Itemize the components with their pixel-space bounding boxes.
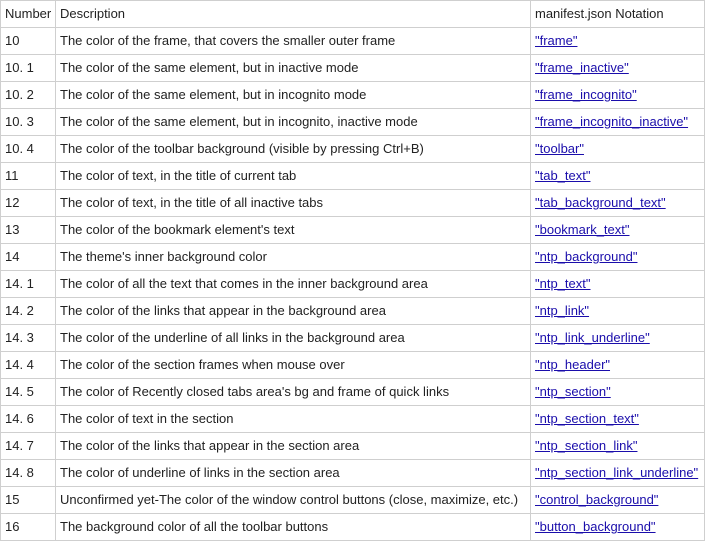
header-notation: manifest.json Notation [531,1,705,28]
row-number: 15 [1,487,56,514]
row-description: The color of the same element, but in incognito mode [56,82,531,109]
row-description: The color of underline of links in the section area [56,460,531,487]
row-number: 10. 1 [1,55,56,82]
row-description: The color of the toolbar background (visible by pressing Ctrl+B) [56,136,531,163]
table-row [1,433,705,460]
row-notation-cell [531,28,705,55]
notation-link[interactable]: "ntp_section_text" [535,411,639,426]
notation-link[interactable]: "button_background" [535,519,656,534]
table-row [1,190,705,217]
row-number: 10. 3 [1,109,56,136]
header-number: Number [1,1,56,28]
row-notation-cell [531,271,705,298]
row-description: The color of the links that appear in the section area [56,433,531,460]
notation-link[interactable]: "frame" [535,33,578,48]
row-number: 10. 4 [1,136,56,163]
notation-link[interactable]: "ntp_link_underline" [535,330,650,345]
row-number: 13 [1,217,56,244]
table-row [1,109,705,136]
row-notation-cell [531,163,705,190]
table-row [1,406,705,433]
row-description: The background color of all the toolbar buttons [56,514,531,541]
notation-link[interactable]: "ntp_section_link" [535,438,638,453]
table-row [1,82,705,109]
row-description: The color of text in the section [56,406,531,433]
table-row [1,244,705,271]
row-notation-cell [531,379,705,406]
row-number: 10 [1,28,56,55]
row-description: The color of all the text that comes in the inner background area [56,271,531,298]
notation-link[interactable]: "ntp_header" [535,357,611,372]
table-row [1,325,705,352]
header-description: Description [56,1,531,28]
row-notation-cell [531,325,705,352]
table-row [1,298,705,325]
notation-link[interactable]: "ntp_background" [535,249,638,264]
row-notation-cell [531,244,705,271]
row-number: 14 [1,244,56,271]
table-row [1,379,705,406]
header-row [1,1,705,28]
notation-link[interactable]: "tab_background_text" [535,195,666,210]
row-notation-cell [531,109,705,136]
row-number: 14. 8 [1,460,56,487]
row-notation-cell [531,487,705,514]
row-description: Unconfirmed yet-The color of the window control buttons (close, maximize, etc.) [56,487,531,514]
row-description: The color of the underline of all links in the background area [56,325,531,352]
row-notation-cell [531,55,705,82]
notation-link[interactable]: "ntp_text" [535,276,591,291]
row-notation-cell [531,406,705,433]
row-number: 14. 4 [1,352,56,379]
row-description: The color of the frame, that covers the smaller outer frame [56,28,531,55]
notation-link[interactable]: "ntp_link" [535,303,590,318]
notation-link[interactable]: "bookmark_text" [535,222,630,237]
notation-link[interactable]: "control_background" [535,492,659,507]
table-row [1,28,705,55]
row-notation-cell [531,298,705,325]
row-number: 12 [1,190,56,217]
table-row [1,460,705,487]
row-number: 14. 1 [1,271,56,298]
row-notation-cell [531,352,705,379]
row-number: 14. 5 [1,379,56,406]
table-row [1,487,705,514]
row-description: The theme's inner background color [56,244,531,271]
notation-link[interactable]: "tab_text" [535,168,591,183]
table-row [1,55,705,82]
notation-link[interactable]: "frame_incognito" [535,87,637,102]
notation-link[interactable]: "frame_inactive" [535,60,629,75]
notation-link[interactable]: "ntp_section_link_underline" [535,465,699,480]
row-notation-cell [531,82,705,109]
row-number: 11 [1,163,56,190]
row-description: The color of text, in the title of all inactive tabs [56,190,531,217]
row-description: The color of the bookmark element's text [56,217,531,244]
row-description: The color of text, in the title of current tab [56,163,531,190]
row-notation-cell [531,433,705,460]
table-row [1,217,705,244]
table-row [1,271,705,298]
row-number: 14. 2 [1,298,56,325]
row-number: 14. 7 [1,433,56,460]
row-description: The color of the links that appear in the background area [56,298,531,325]
row-notation-cell [531,514,705,541]
table-row [1,136,705,163]
row-description: The color of Recently closed tabs area's bg and frame of quick links [56,379,531,406]
row-number: 10. 2 [1,82,56,109]
row-notation-cell [531,136,705,163]
notation-link[interactable]: "toolbar" [535,141,584,156]
row-description: The color of the same element, but in inactive mode [56,55,531,82]
row-notation-cell [531,217,705,244]
row-notation-cell [531,460,705,487]
row-number: 16 [1,514,56,541]
row-number: 14. 3 [1,325,56,352]
notation-link[interactable]: "frame_incognito_inactive" [535,114,689,129]
row-notation-cell [531,190,705,217]
row-description: The color of the section frames when mouse over [56,352,531,379]
row-description: The color of the same element, but in incognito, inactive mode [56,109,531,136]
table-row [1,163,705,190]
table-row [1,514,705,541]
table-row [1,352,705,379]
row-number: 14. 6 [1,406,56,433]
notation-link[interactable]: "ntp_section" [535,384,611,399]
